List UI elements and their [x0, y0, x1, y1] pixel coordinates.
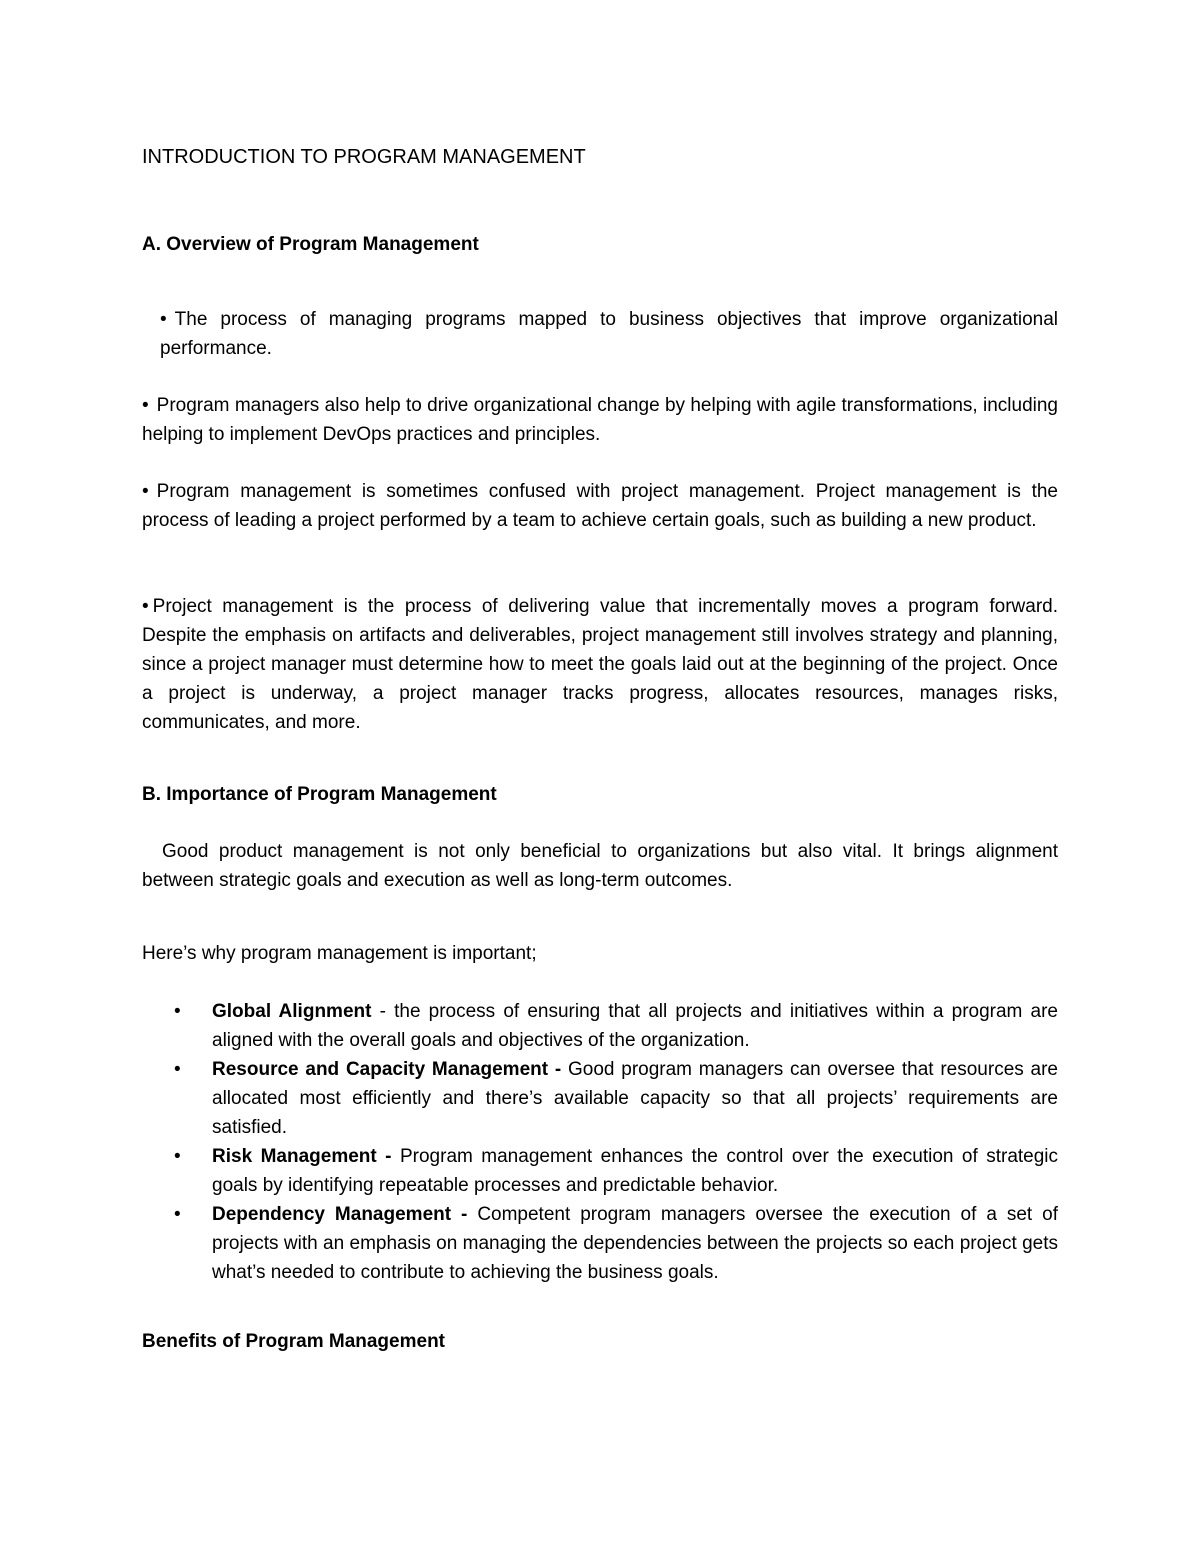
section-a-bullet-2 — [142, 391, 1058, 449]
bullet-icon: • — [142, 596, 149, 617]
bullet-icon: • — [174, 1204, 181, 1225]
bullet-icon: • — [174, 1059, 181, 1080]
item-text: Program management enhances the control over the execution of strategic goals by identifying repeatable processes and predictable behavior. — [212, 1146, 1059, 1196]
item-separator: - — [371, 1001, 395, 1022]
bullet-icon: • — [160, 309, 167, 330]
list-item — [174, 1200, 1059, 1287]
bullet-icon: • — [142, 481, 149, 502]
bullet-text: The process of managing programs mapped to business objectives that improve organizational performance. — [160, 309, 1058, 359]
document-title: INTRODUCTION TO PROGRAM MANAGEMENT — [142, 146, 586, 168]
section-b-lead-in: Here’s why program management is important; — [142, 943, 537, 964]
bullet-icon: • — [174, 1001, 181, 1022]
bullet-text: Program management is sometimes confused with project management. Project management is the process of leading a project performed by a team to achieve certain goals, such as building a new product. — [142, 481, 1058, 531]
list-item — [174, 1055, 1059, 1142]
section-a-heading: A. Overview of Program Management — [142, 234, 479, 255]
list-item — [174, 997, 1058, 1055]
section-b-intro: Good product management is not only beneficial to organizations but also vital. It brings alignment between strategic goals and execution as well as long-term outcomes. — [142, 841, 1058, 891]
section-b-heading: B. Importance of Program Management — [142, 784, 497, 805]
section-a-bullet-4 — [142, 592, 1058, 737]
importance-list — [174, 997, 1059, 1287]
item-term: Risk Management - — [212, 1146, 392, 1167]
item-text: Competent program managers oversee the execution of a set of projects with an emphasis on managing the dependencies between the projects so each project gets what’s needed to contribute to achieving the business goals. — [212, 1204, 1059, 1283]
item-term: Dependency Management - — [212, 1204, 468, 1225]
list-item — [174, 1142, 1059, 1200]
bullet-text: Program managers also help to drive organizational change by helping with agile transformations, including helping to implement DevOps practices and principles. — [142, 395, 1058, 445]
bullet-text: Project management is the process of delivering value that incrementally moves a program forward. Despite the emphasis on artifacts and deliverables, project management still involves strategy and planning, since a project manager must determine how to meet the goals laid out at the beginning of the project. Once a project is underway, a project manager tracks progress, allocates resources, manages risks, communicates, and more. — [142, 596, 1058, 733]
item-separator — [392, 1146, 400, 1167]
item-separator — [561, 1059, 568, 1080]
item-text: Good program managers can oversee that resources are allocated most efficiently and there’s available capacity so that all projects’ requirements are satisfied. — [212, 1059, 1059, 1138]
item-separator — [467, 1204, 477, 1225]
section-c-heading: Benefits of Program Management — [142, 1331, 445, 1352]
section-a-bullet-3 — [142, 477, 1058, 535]
item-text: the process of ensuring that all projects and initiatives within a program are aligned with the overall goals and objectives of the organization. — [212, 1001, 1058, 1051]
bullet-icon: • — [142, 395, 149, 416]
section-a-bullet-1 — [142, 305, 1058, 363]
bullet-icon: • — [174, 1146, 181, 1167]
item-term: Resource and Capacity Management - — [212, 1059, 562, 1080]
item-term: Global Alignment — [212, 1001, 372, 1022]
